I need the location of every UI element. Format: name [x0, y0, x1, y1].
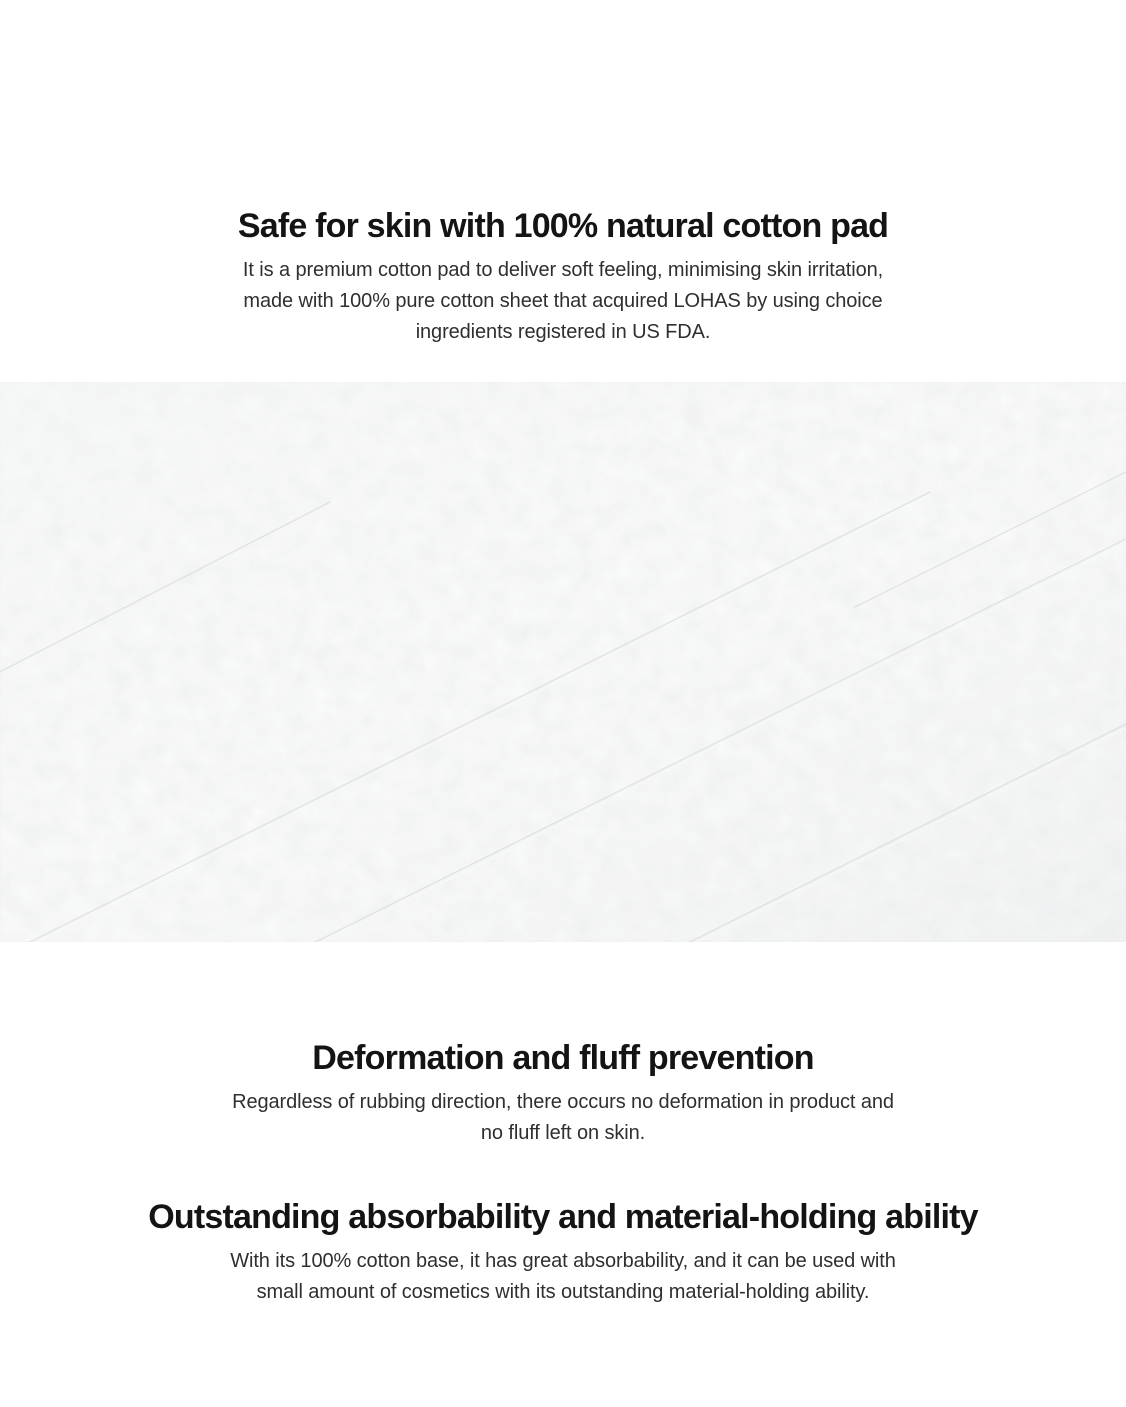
body-line: With its 100% cotton base, it has great absorbability, and it can be used with [230, 1250, 896, 1272]
section-absorbability [0, 1195, 1126, 1308]
cotton-texture-image [0, 382, 1126, 942]
section-heading: Outstanding absorbability and material-holding ability [148, 1198, 978, 1236]
body-line: made with 100% pure cotton sheet that acquired LOHAS by using choice [243, 290, 883, 312]
section-heading: Deformation and fluff prevention [312, 1039, 814, 1077]
body-line: no fluff left on skin. [480, 1122, 646, 1144]
section-body [113, 1246, 1013, 1308]
section-deformation-fluff-prevention [0, 1036, 1126, 1149]
body-line: small amount of cosmetics with its outstanding material-holding ability. [256, 1281, 870, 1303]
section-heading: Safe for skin with 100% natural cotton pad [237, 207, 889, 245]
body-line: ingredients registered in US FDA. [415, 321, 711, 343]
body-line: Regardless of rubbing direction, there occurs no deformation in product and [232, 1091, 894, 1113]
body-line: It is a premium cotton pad to deliver soft feeling, minimising skin irritation, [242, 259, 884, 281]
section-body [113, 1087, 1013, 1149]
section-body [113, 255, 1013, 348]
cotton-texture-photo [0, 382, 1126, 942]
section-safe-for-skin [0, 0, 1126, 348]
